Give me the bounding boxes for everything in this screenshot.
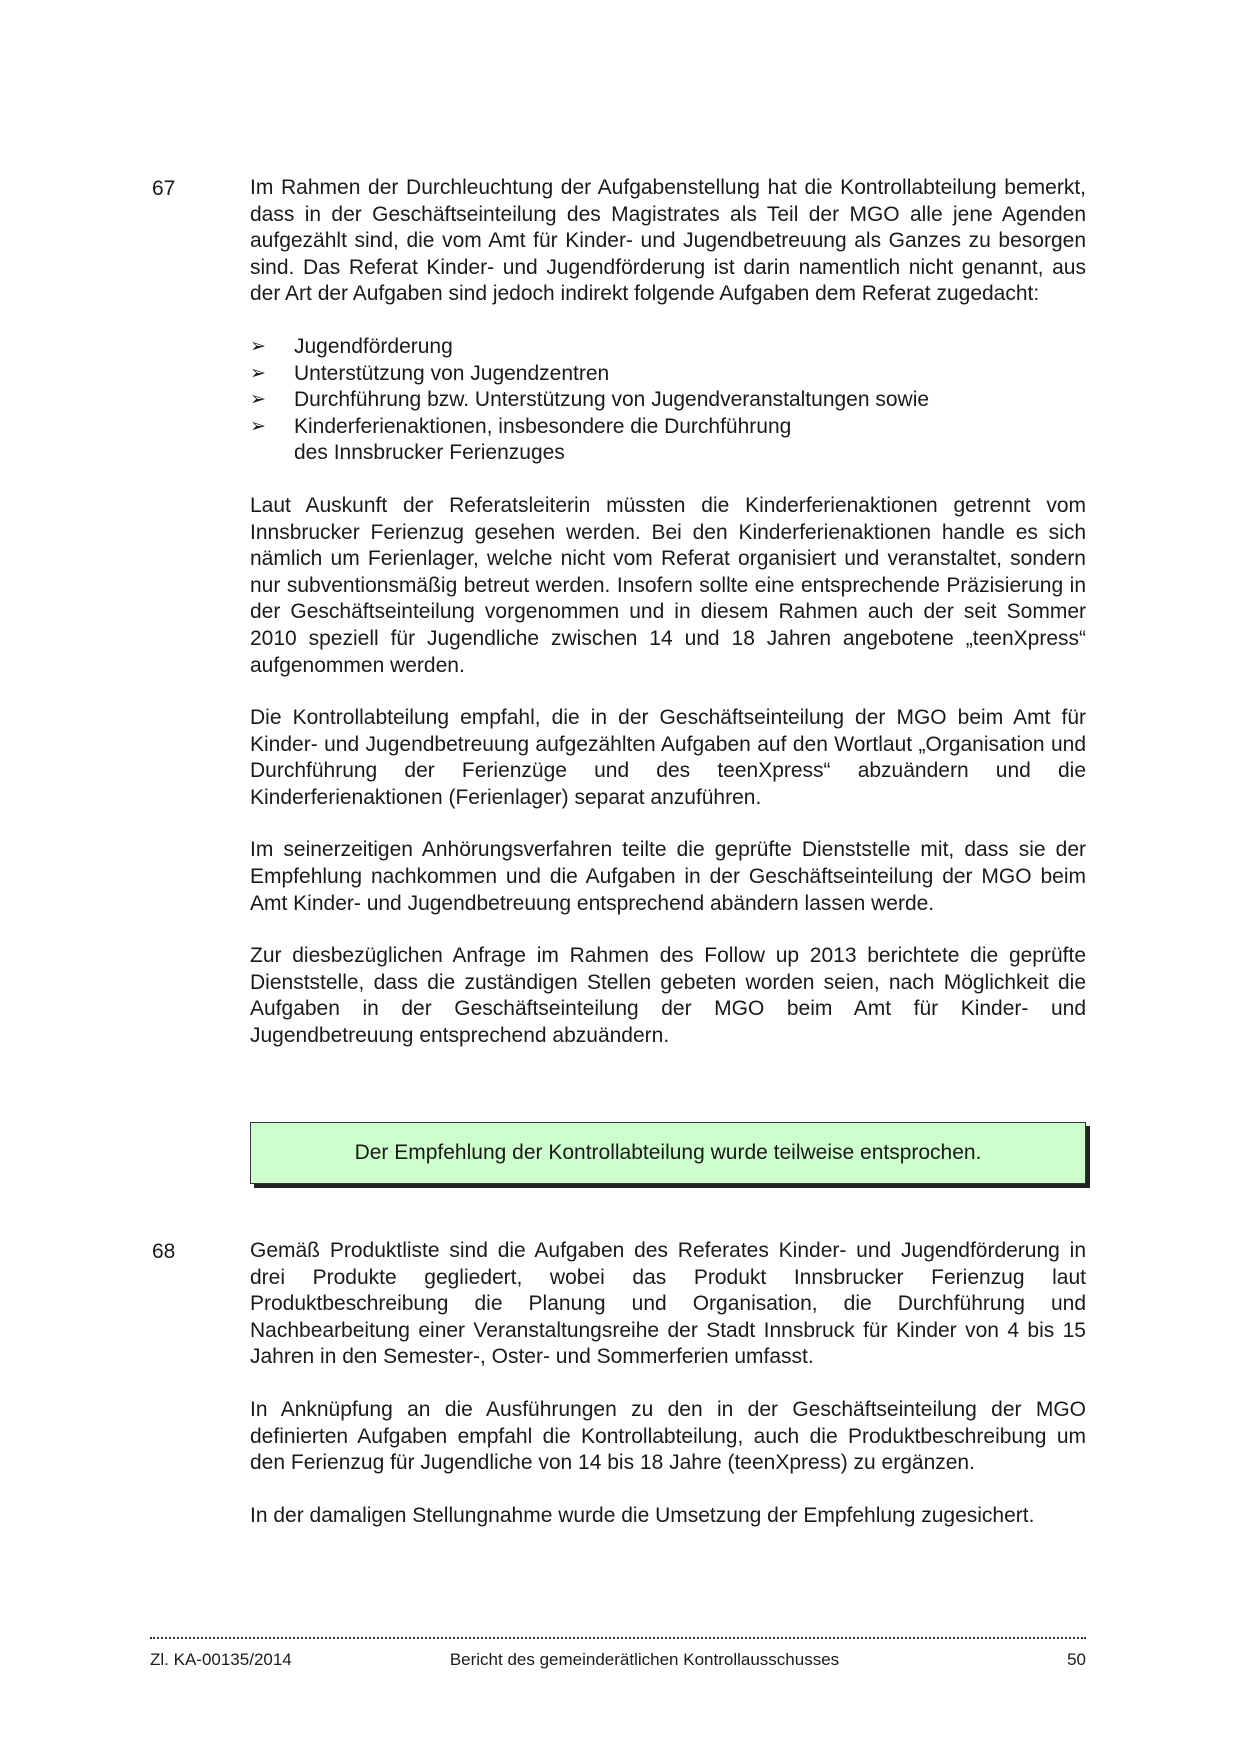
section-68-paragraph: In Anknüpfung an die Ausführungen zu den in der Geschäftseinteilung der MGO definierten Aufgaben empfahl die Kontrollabteilung, auch die Produktbeschreibung um den Ferienzug für Jugendliche von 14 bis 18 Jahre (teenXpress) zu ergänzen. bbox=[250, 1397, 1086, 1475]
section-67-paragraph: Zur diesbezüglichen Anfrage im Rahmen des Follow up 2013 berichtete die geprüfte Dienststelle, dass die zuständigen Stellen gebeten worden seien, nach Möglichkeit die Aufgaben in der Geschäftseinteilung der MGO beim Amt für Kinder- und Jugendbetreuung entsprechend abzuändern. bbox=[250, 944, 1086, 1048]
section-67-intro: Im Rahmen der Durchleuchtung der Aufgabenstellung hat die Kontrollabteilung bemerkt, dass in der Geschäftseinteilung des Magistrates als Teil der MGO alle jene Agenden aufgezählt sind, die vom Amt für Kinder- und Jugendbetreuung als Ganzes zu besorgen sind. Das Referat Kinder- und Jugendförderung ist darin namentlich nicht genannt, aus der Art der Aufgaben sind jedoch indirekt folgende Aufgaben dem Referat zugedacht: bbox=[250, 176, 1086, 306]
section-68-body bbox=[250, 1238, 1086, 1529]
recommendation-result-box bbox=[250, 1122, 1086, 1184]
page-number: 50 bbox=[1067, 1650, 1086, 1669]
task-list bbox=[250, 334, 1086, 467]
arrow-bullet-icon: ➢ bbox=[250, 389, 266, 411]
section-67-paragraph: Laut Auskunft der Referatsleiterin müssten die Kinderferienaktionen getrennt vom Innsbrucker Ferienzug gesehen werden. Bei den Kinderferienaktionen handle es sich nämlich um Ferienlager, welche nicht vom Referat organisiert und veranstaltet, sondern nur subventionsmäßig betreut werden. Insofern sollte eine entsprechende Präzisierung in der Geschäftseinteilung vorgenommen und in diesem Rahmen auch der seit Sommer 2010 speziell für Jugendliche zwischen 14 und 18 Jahren angebotene „teenXpress“ aufgenommen werden. bbox=[250, 493, 1086, 677]
list-item: ➢ Durchführung bzw. Unterstützung von Jugendveranstaltungen sowie bbox=[250, 387, 1086, 414]
section-number-68: 68 bbox=[152, 1240, 176, 1263]
arrow-bullet-icon: ➢ bbox=[250, 335, 266, 357]
footer-divider bbox=[150, 1637, 1086, 1639]
list-item: ➢ Kinderferienaktionen, insbesondere die Durchführung des Innsbrucker Ferienzuges bbox=[250, 414, 792, 465]
section-68-paragraph: Gemäß Produktliste sind die Aufgaben des Referates Kinder- und Jugendförderung in drei Produkte gegliedert, wobei das Produkt Innsbrucker Ferienzug laut Produktbeschreibung die Planung und Organisation, die Durchführung und Nachbearbeitung einer Veranstaltungsreihe der Stadt Innsbruck für Kinder von 4 bis 15 Jahren in den Semester-, Oster- und Sommerferien umfasst. bbox=[250, 1239, 1086, 1369]
section-number-67: 67 bbox=[152, 177, 176, 200]
footer-reference: Zl. KA-00135/2014 bbox=[150, 1650, 292, 1669]
footer-title: Bericht des gemeinderätlichen Kontrollausschusses bbox=[449, 1650, 840, 1669]
arrow-bullet-icon: ➢ bbox=[250, 415, 266, 437]
section-68-paragraph: In der damaligen Stellungnahme wurde die Umsetzung der Empfehlung zugesichert. bbox=[250, 1503, 1035, 1527]
section-67-paragraph: Im seinerzeitigen Anhörungsverfahren teilte die geprüfte Dienststelle mit, dass sie der Empfehlung nachkommen und die Aufgaben in der Geschäftseinteilung der MGO beim Amt Kinder- und Jugendbetreuung entsprechend abändern lassen werde. bbox=[250, 838, 1086, 915]
section-67-paragraph: Die Kontrollabteilung empfahl, die in der Geschäftseinteilung der MGO beim Amt für Kinder- und Jugendbetreuung aufgezählten Aufgaben auf den Wortlaut „Organisation und Durchführung der Ferienzüge und des teenXpress“ abzuändern und die Kinderferienaktionen (Ferienlager) separat anzuführen. bbox=[250, 706, 1086, 809]
list-item: ➢ Unterstützung von Jugendzentren bbox=[250, 361, 1086, 388]
arrow-bullet-icon: ➢ bbox=[250, 362, 266, 384]
recommendation-result-text: Der Empfehlung der Kontrollabteilung wurde teilweise entsprochen. bbox=[354, 1141, 982, 1164]
section-67-body bbox=[250, 175, 1086, 1050]
list-item: ➢ Jugendförderung bbox=[250, 334, 1086, 361]
